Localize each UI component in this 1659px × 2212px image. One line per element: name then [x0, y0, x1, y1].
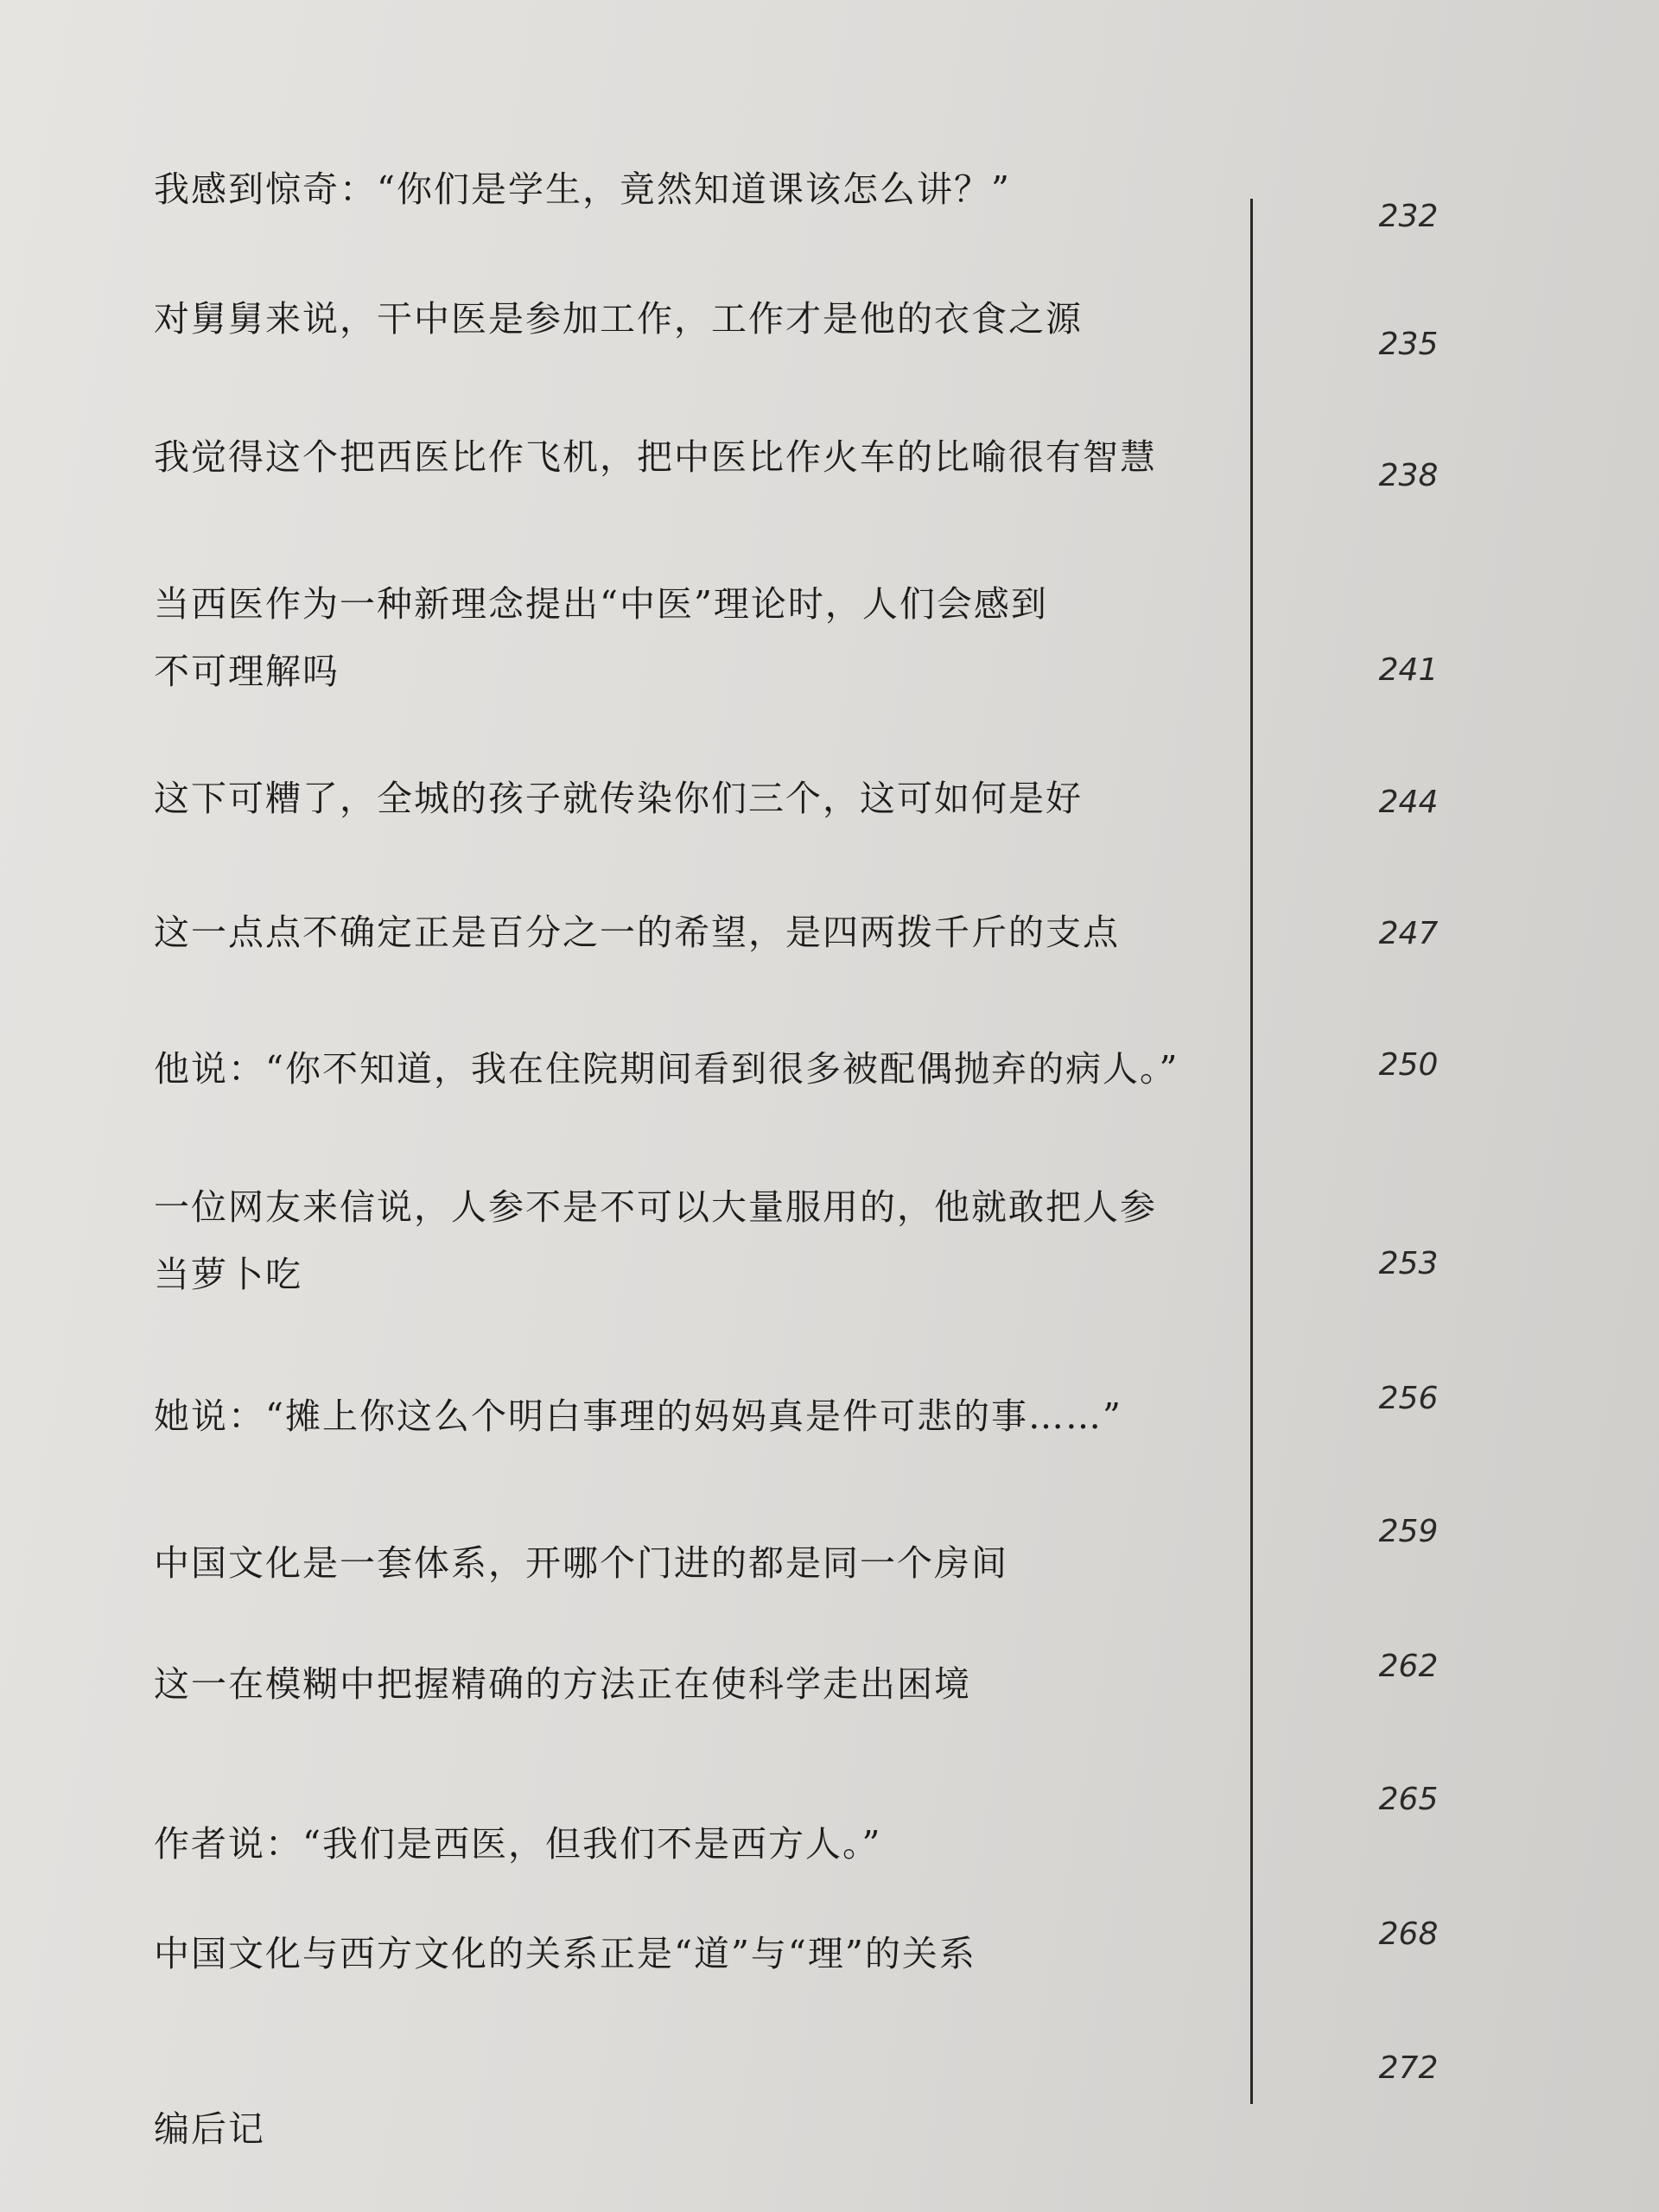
vertical-divider-line [1250, 199, 1253, 2104]
toc-entry-page: 253 [1378, 1246, 1439, 1281]
toc-entry-page: 244 [1378, 785, 1439, 820]
toc-entry-page: 268 [1378, 1916, 1439, 1952]
toc-entry-page: 247 [1378, 916, 1439, 951]
toc-entry-page: 256 [1378, 1381, 1439, 1416]
toc-entry-title: 这下可糟了，全城的孩子就传染你们三个，这可如何是好 [154, 778, 1083, 819]
toc-entry-page: 262 [1378, 1649, 1439, 1684]
toc-entry-title: 我觉得这个把西医比作飞机，把中医比作火车的比喻很有智慧 [154, 436, 1157, 478]
toc-entry-page: 259 [1378, 1514, 1439, 1549]
toc-entry-title: 编后记 [154, 2108, 265, 2150]
toc-entry-title: 中国文化与西方文化的关系正是“道”与“理”的关系 [154, 1933, 976, 1974]
toc-entry-title: 中国文化是一套体系，开哪个门进的都是同一个房间 [154, 1542, 1008, 1584]
toc-entry-title: 她说：“摊上你这么个明白事理的妈妈真是件可悲的事……” [154, 1395, 1122, 1437]
toc-entry-page: 232 [1378, 199, 1439, 234]
toc-entry-title: 这一点点不确定正是百分之一的希望，是四两拨千斤的支点 [154, 912, 1120, 953]
toc-entry-page: 238 [1378, 458, 1439, 493]
toc-entry-title: 这一在模糊中把握精确的方法正在使科学走出困境 [154, 1663, 971, 1705]
toc-entry-title: 他说：“你不知道，我在住院期间看到很多被配偶抛弃的病人。” [154, 1048, 1179, 1090]
toc-entry-title: 我感到惊奇：“你们是学生，竟然知道课该怎么讲？” [154, 168, 1011, 210]
toc-entry-title: 一位网友来信说，人参不是不可以大量服用的，他就敢把人参 当萝卜吃 [154, 1186, 1157, 1295]
toc-entry-page: 250 [1378, 1047, 1439, 1083]
toc-entry-title: 作者说：“我们是西医，但我们不是西方人。” [154, 1823, 882, 1865]
toc-entry-page: 241 [1378, 652, 1439, 688]
toc-entry-title: 对舅舅来说，干中医是参加工作，工作才是他的衣食之源 [154, 298, 1083, 340]
toc-entry-page: 272 [1378, 2050, 1439, 2086]
toc-entry-title: 当西医作为一种新理念提出“中医”理论时，人们会感到 不可理解吗 [154, 583, 1048, 692]
toc-entry-page: 235 [1378, 327, 1439, 362]
toc-entry-page: 265 [1378, 1782, 1439, 1817]
